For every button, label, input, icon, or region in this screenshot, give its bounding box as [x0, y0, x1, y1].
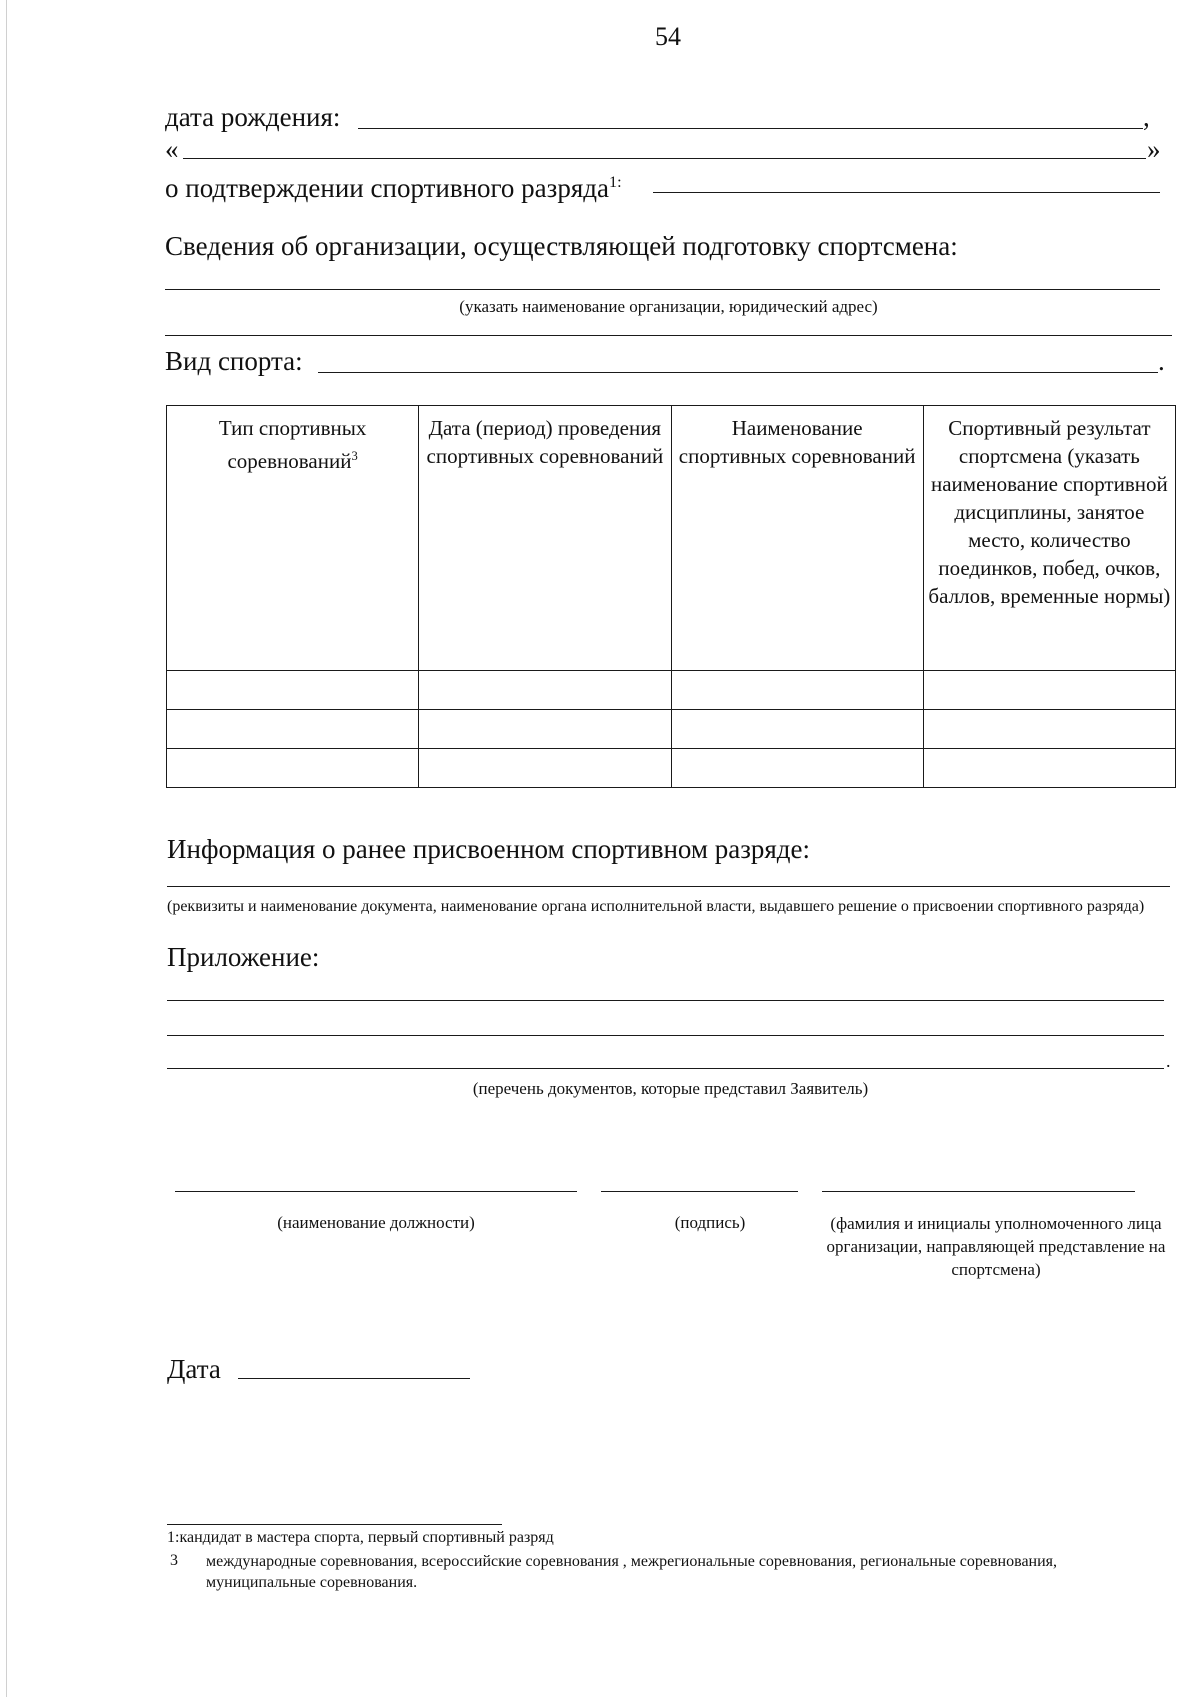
table-header-row [167, 406, 1176, 671]
table-cell[interactable] [923, 671, 1175, 710]
attachment-line-3[interactable] [167, 1068, 1164, 1069]
header-competition-type: Тип спортивных соревнований$^3$ [167, 406, 419, 671]
name-caption: (фамилия и инициалы уполномоченного лица организации, направляющей представление на спортсмена) [826, 1214, 1166, 1279]
position-caption: (наименование должности) [277, 1213, 475, 1232]
table-cell[interactable] [923, 710, 1175, 749]
header-competition-name: Наименование спортивных соревнований [671, 406, 923, 671]
table-cell[interactable] [671, 710, 923, 749]
table-cell[interactable] [167, 671, 419, 710]
table-cell[interactable] [671, 671, 923, 710]
table-cell[interactable] [167, 710, 419, 749]
name-line[interactable] [822, 1191, 1135, 1192]
birth-date-label: дата рождения: [165, 102, 341, 132]
quoted-line[interactable] [183, 158, 1146, 159]
table-row [167, 710, 1176, 749]
date-label: Дата [167, 1354, 221, 1384]
attachment-hint: (перечень документов, которые представил Заявитель) [472, 1079, 869, 1098]
table-cell[interactable] [167, 749, 419, 788]
scan-edge [6, 0, 7, 1697]
quote-close: » [1147, 134, 1161, 164]
birth-date-line[interactable] [358, 128, 1143, 129]
competition-results-table [166, 405, 1176, 788]
footnote-separator [167, 1524, 502, 1525]
competition-type-footnote-mark: 3 [351, 449, 358, 463]
footnote-1: 1:кандидат в мастера спорта, первый спортивный разряд [167, 1529, 554, 1546]
confirmation-text: о подтверждении спортивного разряда [165, 173, 609, 203]
table-row [167, 749, 1176, 788]
footnote-3-number: 3 [170, 1552, 178, 1569]
org-line-2[interactable] [165, 335, 1172, 336]
header-competition-date: Дата (период) проведения спортивных соревнований [419, 406, 671, 671]
attachment-line-1[interactable] [167, 1000, 1164, 1001]
prior-rank-line[interactable] [167, 886, 1170, 887]
table-cell[interactable] [923, 749, 1175, 788]
quote-open: « [165, 134, 179, 164]
attachment-heading: Приложение: [167, 942, 320, 972]
prior-rank-hint: (реквизиты и наименование документа, наименование органа исполнительной власти, выдавшего решение о присвоении спортивного разряда) [167, 898, 1145, 915]
org-heading: Сведения об организации, осуществляющей подготовку спортсмена: [165, 231, 958, 261]
table-cell[interactable] [419, 671, 671, 710]
position-line[interactable] [175, 1191, 577, 1192]
attachment-line-2[interactable] [167, 1035, 1164, 1036]
sport-period: . [1158, 346, 1165, 376]
header-sport-result: Спортивный результат спортсмена (указать наименование спортивной дисциплины, занятое место, количество поединков, побед, очков, баллов, временные нормы) [923, 406, 1175, 671]
confirmation-footnote-mark: 1: [608, 173, 622, 191]
sport-line[interactable] [318, 372, 1158, 373]
table-row [167, 671, 1176, 710]
date-line[interactable] [238, 1378, 470, 1379]
prior-rank-heading: Информация о ранее присвоенном спортивном разряде: [167, 834, 811, 864]
signature-line[interactable] [601, 1191, 798, 1192]
page-number: 54 [655, 22, 681, 51]
signature-caption: (подпись) [674, 1213, 746, 1232]
footnote-3-text: международные соревнования, всероссийские соревнования , межрегиональные соревнования, региональные соревнования, муниципальные соревнования. [206, 1553, 1058, 1591]
table-cell[interactable] [419, 749, 671, 788]
org-line[interactable] [165, 289, 1160, 290]
birth-date-comma: , [1143, 102, 1150, 132]
attachment-period: . [1166, 1051, 1171, 1071]
sport-label: Вид спорта: [165, 346, 303, 376]
table-cell[interactable] [671, 749, 923, 788]
org-hint: (указать наименование организации, юридический адрес) [459, 297, 878, 316]
table-cell[interactable] [419, 710, 671, 749]
confirmation-label [165, 166, 622, 204]
confirmation-line[interactable] [653, 192, 1160, 193]
